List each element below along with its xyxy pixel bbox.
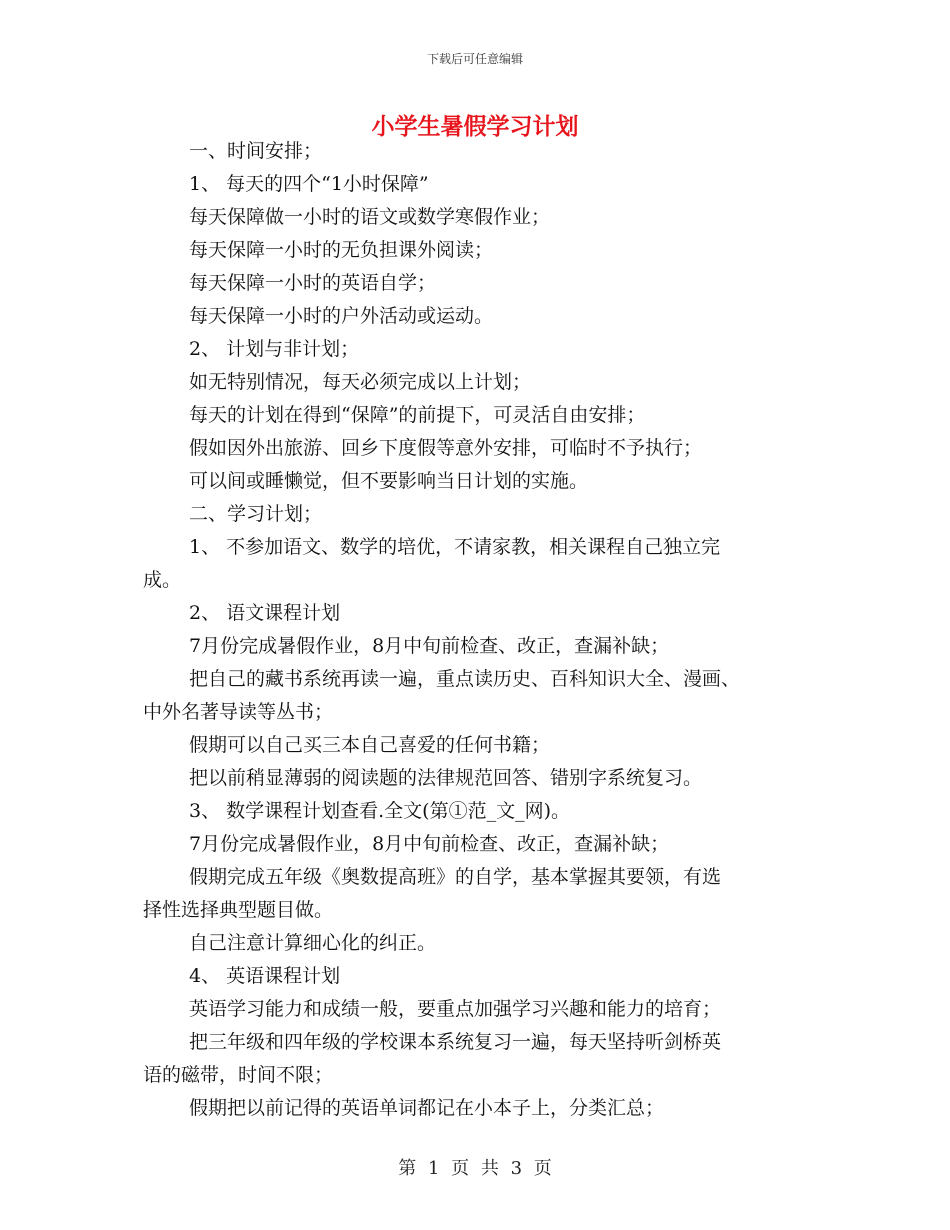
- footer-word: 页: [451, 1158, 470, 1179]
- paragraph-line: 7月份完成暑假作业，8月中旬前检查、改正，查漏补缺；: [189, 833, 670, 855]
- footer-word: 第: [398, 1158, 417, 1179]
- paragraph-line: 每天保障一小时的无负担课外阅读；: [189, 239, 494, 261]
- document-title: 小学生暑假学习计划: [371, 113, 579, 140]
- paragraph-line: 1、 不参加语文、数学的培优，不请家教，相关课程自己独立完: [189, 536, 721, 558]
- page-footer: [0, 1154, 950, 1180]
- paragraph-line: 假期把以前记得的英语单词都记在小本子上，分类汇总；: [189, 1097, 665, 1119]
- paragraph-line: 1、 每天的四个“1小时保障”: [189, 173, 429, 195]
- document-body: [143, 135, 823, 1125]
- paragraph-line: 把三年级和四年级的学校课本系统复习一遍，每天坚持听剑桥英: [189, 1031, 722, 1053]
- paragraph-line: 2、 计划与非计划；: [189, 338, 360, 360]
- paragraph-line: 把自己的藏书系统再读一遍，重点读历史、百科知识大全、漫画、: [189, 668, 741, 690]
- paragraph-line: 自己注意计算细心化的纠正。: [189, 932, 437, 954]
- paragraph-line: 每天保障一小时的户外活动或运动。: [189, 305, 494, 327]
- paragraph-line: 假期可以自己买三本自己喜爱的任何书籍；: [189, 734, 551, 756]
- paragraph-line: 一、时间安排；: [189, 140, 323, 162]
- paragraph-line: 每天保障一小时的英语自学；: [189, 272, 437, 294]
- paragraph-line: 3、 数学课程计划查看.全文(第①范_文_网)。: [189, 800, 570, 822]
- paragraph-line: 择性选择典型题目做。: [143, 899, 334, 921]
- current-page-number: 1: [427, 1158, 440, 1179]
- paragraph-line: 2、 语文课程计划: [189, 602, 341, 624]
- paragraph-line: 二、学习计划；: [189, 503, 323, 525]
- paragraph-line: 每天保障做一小时的语文或数学寒假作业；: [189, 206, 551, 228]
- paragraph-line: 假如因外出旅游、回乡下度假等意外安排，可临时不予执行；: [189, 437, 703, 459]
- footer-word: 页: [533, 1158, 552, 1179]
- paragraph-line: 假期完成五年级《奥数提高班》的自学，基本掌握其要领，有选: [189, 866, 722, 888]
- page-header: 下载后可任意编辑: [426, 52, 523, 66]
- paragraph-line: 把以前稍显薄弱的阅读题的法律规范回答、错别字系统复习。: [189, 767, 703, 789]
- total-page-count: 3: [510, 1158, 523, 1179]
- paragraph-line: 4、 英语课程计划: [189, 965, 341, 987]
- paragraph-line: 成。: [143, 569, 182, 591]
- paragraph-line: 语的磁带，时间不限；: [143, 1064, 334, 1086]
- paragraph-line: 中外名著导读等丛书；: [143, 701, 334, 723]
- paragraph-line: 如无特别情况，每天必须完成以上计划；: [189, 371, 532, 393]
- footer-word: 共: [480, 1158, 499, 1179]
- paragraph-line: 可以间或睡懒觉，但不要影响当日计划的实施。: [189, 470, 589, 492]
- paragraph-line: 英语学习能力和成绩一般，要重点加强学习兴趣和能力的培育；: [189, 998, 722, 1020]
- paragraph-line: 每天的计划在得到“保障”的前提下，可灵活自由安排；: [189, 404, 646, 426]
- paragraph-line: 7月份完成暑假作业，8月中旬前检查、改正，查漏补缺；: [189, 635, 670, 657]
